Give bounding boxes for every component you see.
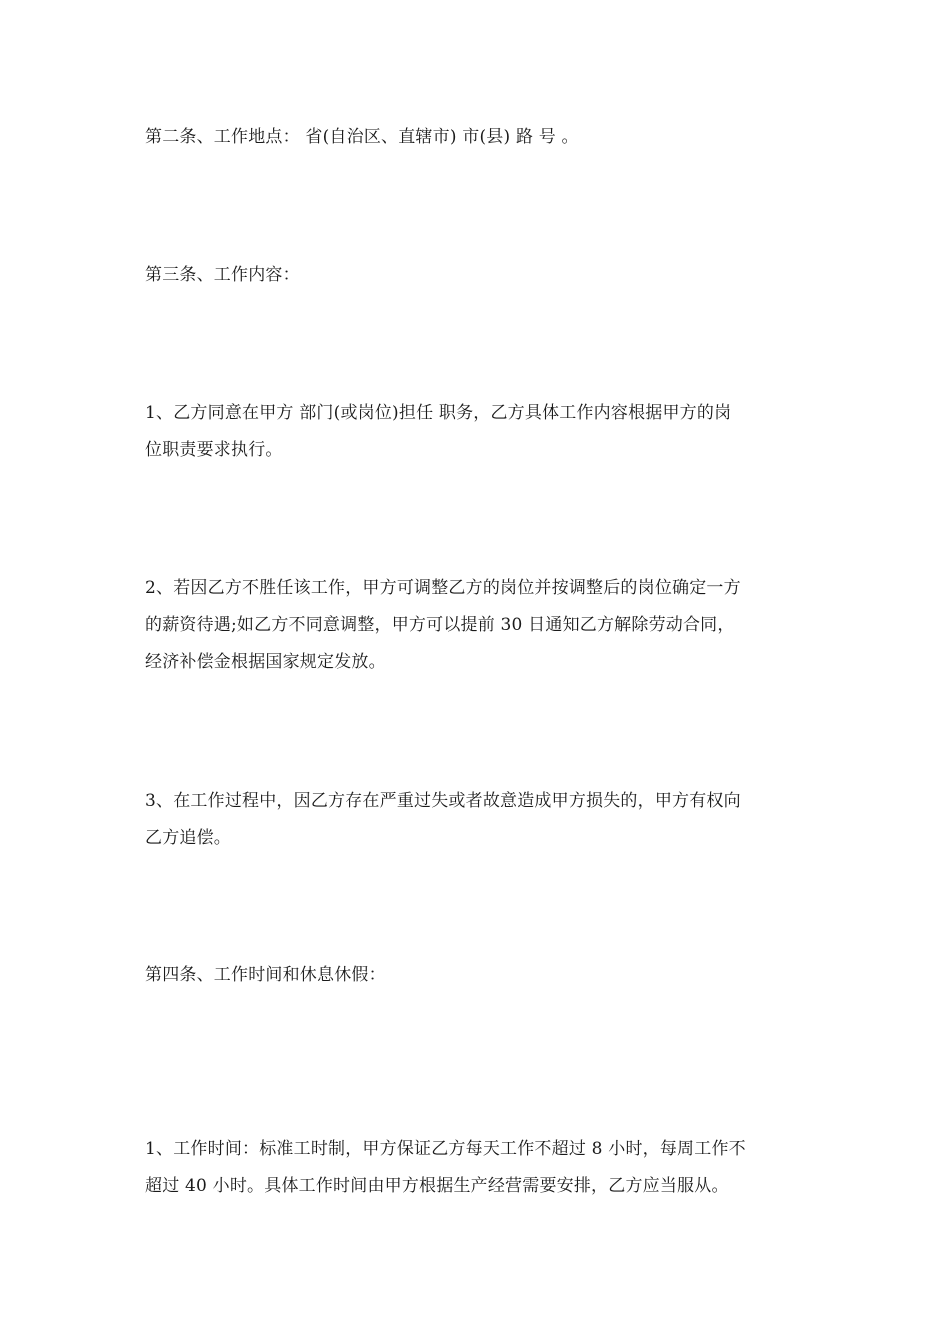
text-line: 1、乙方同意在甲方 部门(或岗位)担任 职务，乙方具体工作内容根据甲方的岗 — [145, 403, 732, 423]
text-line: 第二条、工作地点： 省(自治区、直辖市) 市(县) 路 号 。 — [145, 127, 579, 147]
text-line: 超过 40 小时。具体工作时间由甲方根据生产经营需要安排，乙方应当服从。 — [145, 1176, 729, 1196]
text-line: 的薪资待遇;如乙方不同意调整，甲方可以提前 30 日通知乙方解除劳动合同， — [145, 615, 735, 635]
article-3-item-3 — [145, 783, 807, 857]
text-line: 位职责要求执行。 — [145, 440, 283, 460]
text-line: 乙方追偿。 — [145, 828, 231, 848]
text-line: 1、工作时间：标准工时制，甲方保证乙方每天工作不超过 8 小时，每周工作不 — [145, 1139, 746, 1159]
text-line: 3、在工作过程中，因乙方存在严重过失或者故意造成甲方损失的，甲方有权向 — [145, 791, 741, 811]
text-line: 2、若因乙方不胜任该工作，甲方可调整乙方的岗位并按调整后的岗位确定一方 — [145, 578, 741, 598]
text-line: 经济补偿金根据国家规定发放。 — [145, 652, 386, 672]
article-4-item-1 — [145, 1131, 807, 1205]
text-line: 第四条、工作时间和休息休假： — [145, 965, 386, 985]
article-3-item-1 — [145, 395, 807, 469]
article-2-location — [145, 119, 807, 156]
article-3-heading — [145, 257, 807, 294]
article-4-heading — [145, 957, 807, 994]
article-3-item-2 — [145, 570, 807, 681]
text-line: 第三条、工作内容： — [145, 265, 300, 285]
